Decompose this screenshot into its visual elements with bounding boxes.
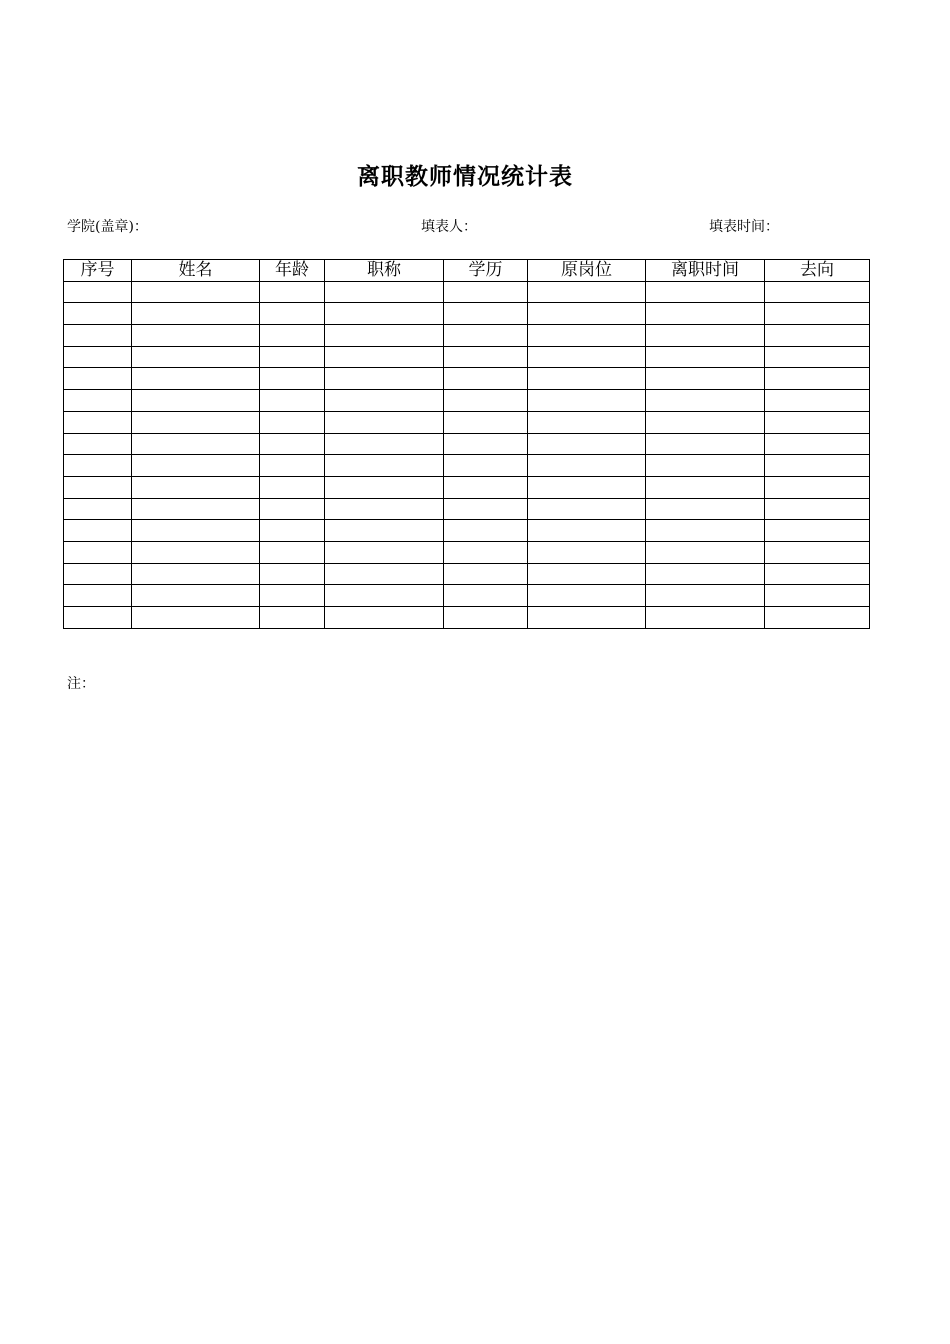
- table-cell[interactable]: [325, 390, 444, 412]
- table-cell[interactable]: [325, 368, 444, 390]
- column-header-serial: 序号: [64, 260, 132, 282]
- table-cell[interactable]: [646, 368, 765, 390]
- table-cell[interactable]: [646, 498, 765, 520]
- table-cell[interactable]: [646, 390, 765, 412]
- table-cell[interactable]: [64, 476, 132, 498]
- table-cell[interactable]: [765, 411, 870, 433]
- table-cell[interactable]: [260, 585, 325, 607]
- table-cell[interactable]: [260, 303, 325, 325]
- table-row: [64, 520, 870, 542]
- table-cell[interactable]: [528, 585, 646, 607]
- table-cell[interactable]: [64, 411, 132, 433]
- table-cell[interactable]: [444, 433, 528, 455]
- table-cell[interactable]: [260, 541, 325, 563]
- table-cell[interactable]: [325, 346, 444, 368]
- table-cell[interactable]: [444, 498, 528, 520]
- column-header-name: 姓名: [132, 260, 260, 282]
- table-cell[interactable]: [325, 520, 444, 542]
- table-row: [64, 563, 870, 585]
- table-cell[interactable]: [765, 585, 870, 607]
- table-cell[interactable]: [64, 325, 132, 347]
- table-cell[interactable]: [444, 411, 528, 433]
- fill-date-label: 填表时间：: [709, 219, 779, 235]
- table-cell[interactable]: [325, 325, 444, 347]
- table-cell[interactable]: [646, 520, 765, 542]
- table-cell[interactable]: [260, 455, 325, 477]
- table-cell[interactable]: [325, 476, 444, 498]
- column-header-education: 学历: [444, 260, 528, 282]
- table-cell[interactable]: [132, 346, 260, 368]
- table-cell[interactable]: [325, 498, 444, 520]
- table-cell[interactable]: [132, 455, 260, 477]
- table-cell[interactable]: [325, 585, 444, 607]
- table-cell[interactable]: [260, 281, 325, 303]
- table-cell[interactable]: [132, 368, 260, 390]
- table-cell[interactable]: [528, 281, 646, 303]
- table-row: [64, 390, 870, 412]
- table-cell[interactable]: [64, 585, 132, 607]
- table-cell[interactable]: [444, 585, 528, 607]
- table-cell[interactable]: [646, 281, 765, 303]
- table-row: [64, 476, 870, 498]
- table-cell[interactable]: [528, 433, 646, 455]
- table-cell[interactable]: [325, 433, 444, 455]
- table-cell[interactable]: [444, 520, 528, 542]
- table-header-row: [64, 260, 870, 282]
- table-cell[interactable]: [646, 607, 765, 629]
- table-cell[interactable]: [132, 433, 260, 455]
- table-cell[interactable]: [444, 563, 528, 585]
- table-cell[interactable]: [444, 325, 528, 347]
- table-cell[interactable]: [528, 455, 646, 477]
- table-cell[interactable]: [646, 585, 765, 607]
- column-header-departure-date: 离职时间: [646, 260, 765, 282]
- table-cell[interactable]: [64, 281, 132, 303]
- table-cell[interactable]: [132, 563, 260, 585]
- table-row: [64, 455, 870, 477]
- table-cell[interactable]: [646, 346, 765, 368]
- table-cell[interactable]: [646, 433, 765, 455]
- table-cell[interactable]: [765, 325, 870, 347]
- table-cell[interactable]: [765, 368, 870, 390]
- table-cell[interactable]: [325, 303, 444, 325]
- table-cell[interactable]: [765, 433, 870, 455]
- table-cell[interactable]: [64, 541, 132, 563]
- table-cell[interactable]: [64, 455, 132, 477]
- table-cell[interactable]: [64, 607, 132, 629]
- table-cell[interactable]: [528, 368, 646, 390]
- table-cell[interactable]: [132, 476, 260, 498]
- table-cell[interactable]: [260, 325, 325, 347]
- college-seal-label: 学院(盖章)：: [67, 219, 148, 235]
- table-cell[interactable]: [528, 346, 646, 368]
- table-cell[interactable]: [646, 541, 765, 563]
- table-cell[interactable]: [444, 303, 528, 325]
- table-cell[interactable]: [325, 541, 444, 563]
- table-cell[interactable]: [64, 498, 132, 520]
- table-cell[interactable]: [528, 390, 646, 412]
- table-cell[interactable]: [765, 607, 870, 629]
- table-cell[interactable]: [444, 368, 528, 390]
- table-cell[interactable]: [528, 563, 646, 585]
- table-cell[interactable]: [64, 390, 132, 412]
- table-cell[interactable]: [260, 433, 325, 455]
- table-cell[interactable]: [646, 325, 765, 347]
- table-cell[interactable]: [444, 281, 528, 303]
- table-cell[interactable]: [528, 541, 646, 563]
- table-cell[interactable]: [132, 520, 260, 542]
- table-row: [64, 325, 870, 347]
- column-header-title: 职称: [325, 260, 444, 282]
- table-cell[interactable]: [528, 325, 646, 347]
- table-cell[interactable]: [132, 325, 260, 347]
- table-cell[interactable]: [325, 563, 444, 585]
- table-cell[interactable]: [765, 303, 870, 325]
- table-cell[interactable]: [528, 411, 646, 433]
- table-cell[interactable]: [765, 498, 870, 520]
- table-cell[interactable]: [64, 433, 132, 455]
- table-cell[interactable]: [528, 520, 646, 542]
- table-cell[interactable]: [646, 411, 765, 433]
- table-cell[interactable]: [132, 390, 260, 412]
- table-cell[interactable]: [260, 368, 325, 390]
- table-cell[interactable]: [132, 585, 260, 607]
- table-cell[interactable]: [260, 411, 325, 433]
- table-cell[interactable]: [528, 476, 646, 498]
- column-header-original-post: 原岗位: [528, 260, 646, 282]
- table-cell[interactable]: [765, 455, 870, 477]
- table-cell[interactable]: [765, 346, 870, 368]
- table-row: [64, 281, 870, 303]
- table-cell[interactable]: [132, 303, 260, 325]
- table-cell[interactable]: [64, 563, 132, 585]
- table-cell[interactable]: [765, 390, 870, 412]
- table-cell[interactable]: [444, 607, 528, 629]
- table-cell[interactable]: [132, 411, 260, 433]
- table-cell[interactable]: [260, 390, 325, 412]
- table-cell[interactable]: [646, 455, 765, 477]
- table-cell[interactable]: [765, 541, 870, 563]
- table-cell[interactable]: [444, 541, 528, 563]
- table-cell[interactable]: [260, 346, 325, 368]
- table-row: [64, 368, 870, 390]
- table-cell[interactable]: [528, 607, 646, 629]
- table-cell[interactable]: [325, 607, 444, 629]
- table-cell[interactable]: [132, 607, 260, 629]
- table-cell[interactable]: [765, 476, 870, 498]
- column-header-destination: 去向: [765, 260, 870, 282]
- table-cell[interactable]: [646, 563, 765, 585]
- table-cell[interactable]: [646, 303, 765, 325]
- table-row: [64, 411, 870, 433]
- table-cell[interactable]: [325, 455, 444, 477]
- table-row: [64, 433, 870, 455]
- table-cell[interactable]: [132, 281, 260, 303]
- table-cell[interactable]: [765, 520, 870, 542]
- table-row: [64, 303, 870, 325]
- table-cell[interactable]: [64, 520, 132, 542]
- table-cell[interactable]: [64, 303, 132, 325]
- table-cell[interactable]: [765, 281, 870, 303]
- table-cell[interactable]: [64, 346, 132, 368]
- table-cell[interactable]: [132, 541, 260, 563]
- table-cell[interactable]: [444, 476, 528, 498]
- departure-statistics-table: [63, 259, 870, 629]
- form-filler-label: 填表人：: [421, 219, 477, 235]
- table-cell[interactable]: [528, 303, 646, 325]
- table-row: [64, 585, 870, 607]
- note-label: 注：: [67, 676, 95, 692]
- table-cell[interactable]: [260, 520, 325, 542]
- table-cell[interactable]: [260, 476, 325, 498]
- table-row: [64, 607, 870, 629]
- table-cell[interactable]: [132, 498, 260, 520]
- table-cell[interactable]: [260, 607, 325, 629]
- document-title: 离职教师情况统计表: [357, 163, 573, 190]
- table-row: [64, 541, 870, 563]
- table-row: [64, 498, 870, 520]
- table-cell[interactable]: [325, 411, 444, 433]
- table-cell[interactable]: [260, 498, 325, 520]
- table-cell[interactable]: [765, 563, 870, 585]
- table-cell[interactable]: [444, 455, 528, 477]
- table-cell[interactable]: [528, 498, 646, 520]
- table-cell[interactable]: [64, 368, 132, 390]
- table-cell[interactable]: [444, 390, 528, 412]
- table-body: [64, 281, 870, 628]
- column-header-age: 年龄: [260, 260, 325, 282]
- table-cell[interactable]: [325, 281, 444, 303]
- table-cell[interactable]: [260, 563, 325, 585]
- table-row: [64, 346, 870, 368]
- table-cell[interactable]: [646, 476, 765, 498]
- table-cell[interactable]: [444, 346, 528, 368]
